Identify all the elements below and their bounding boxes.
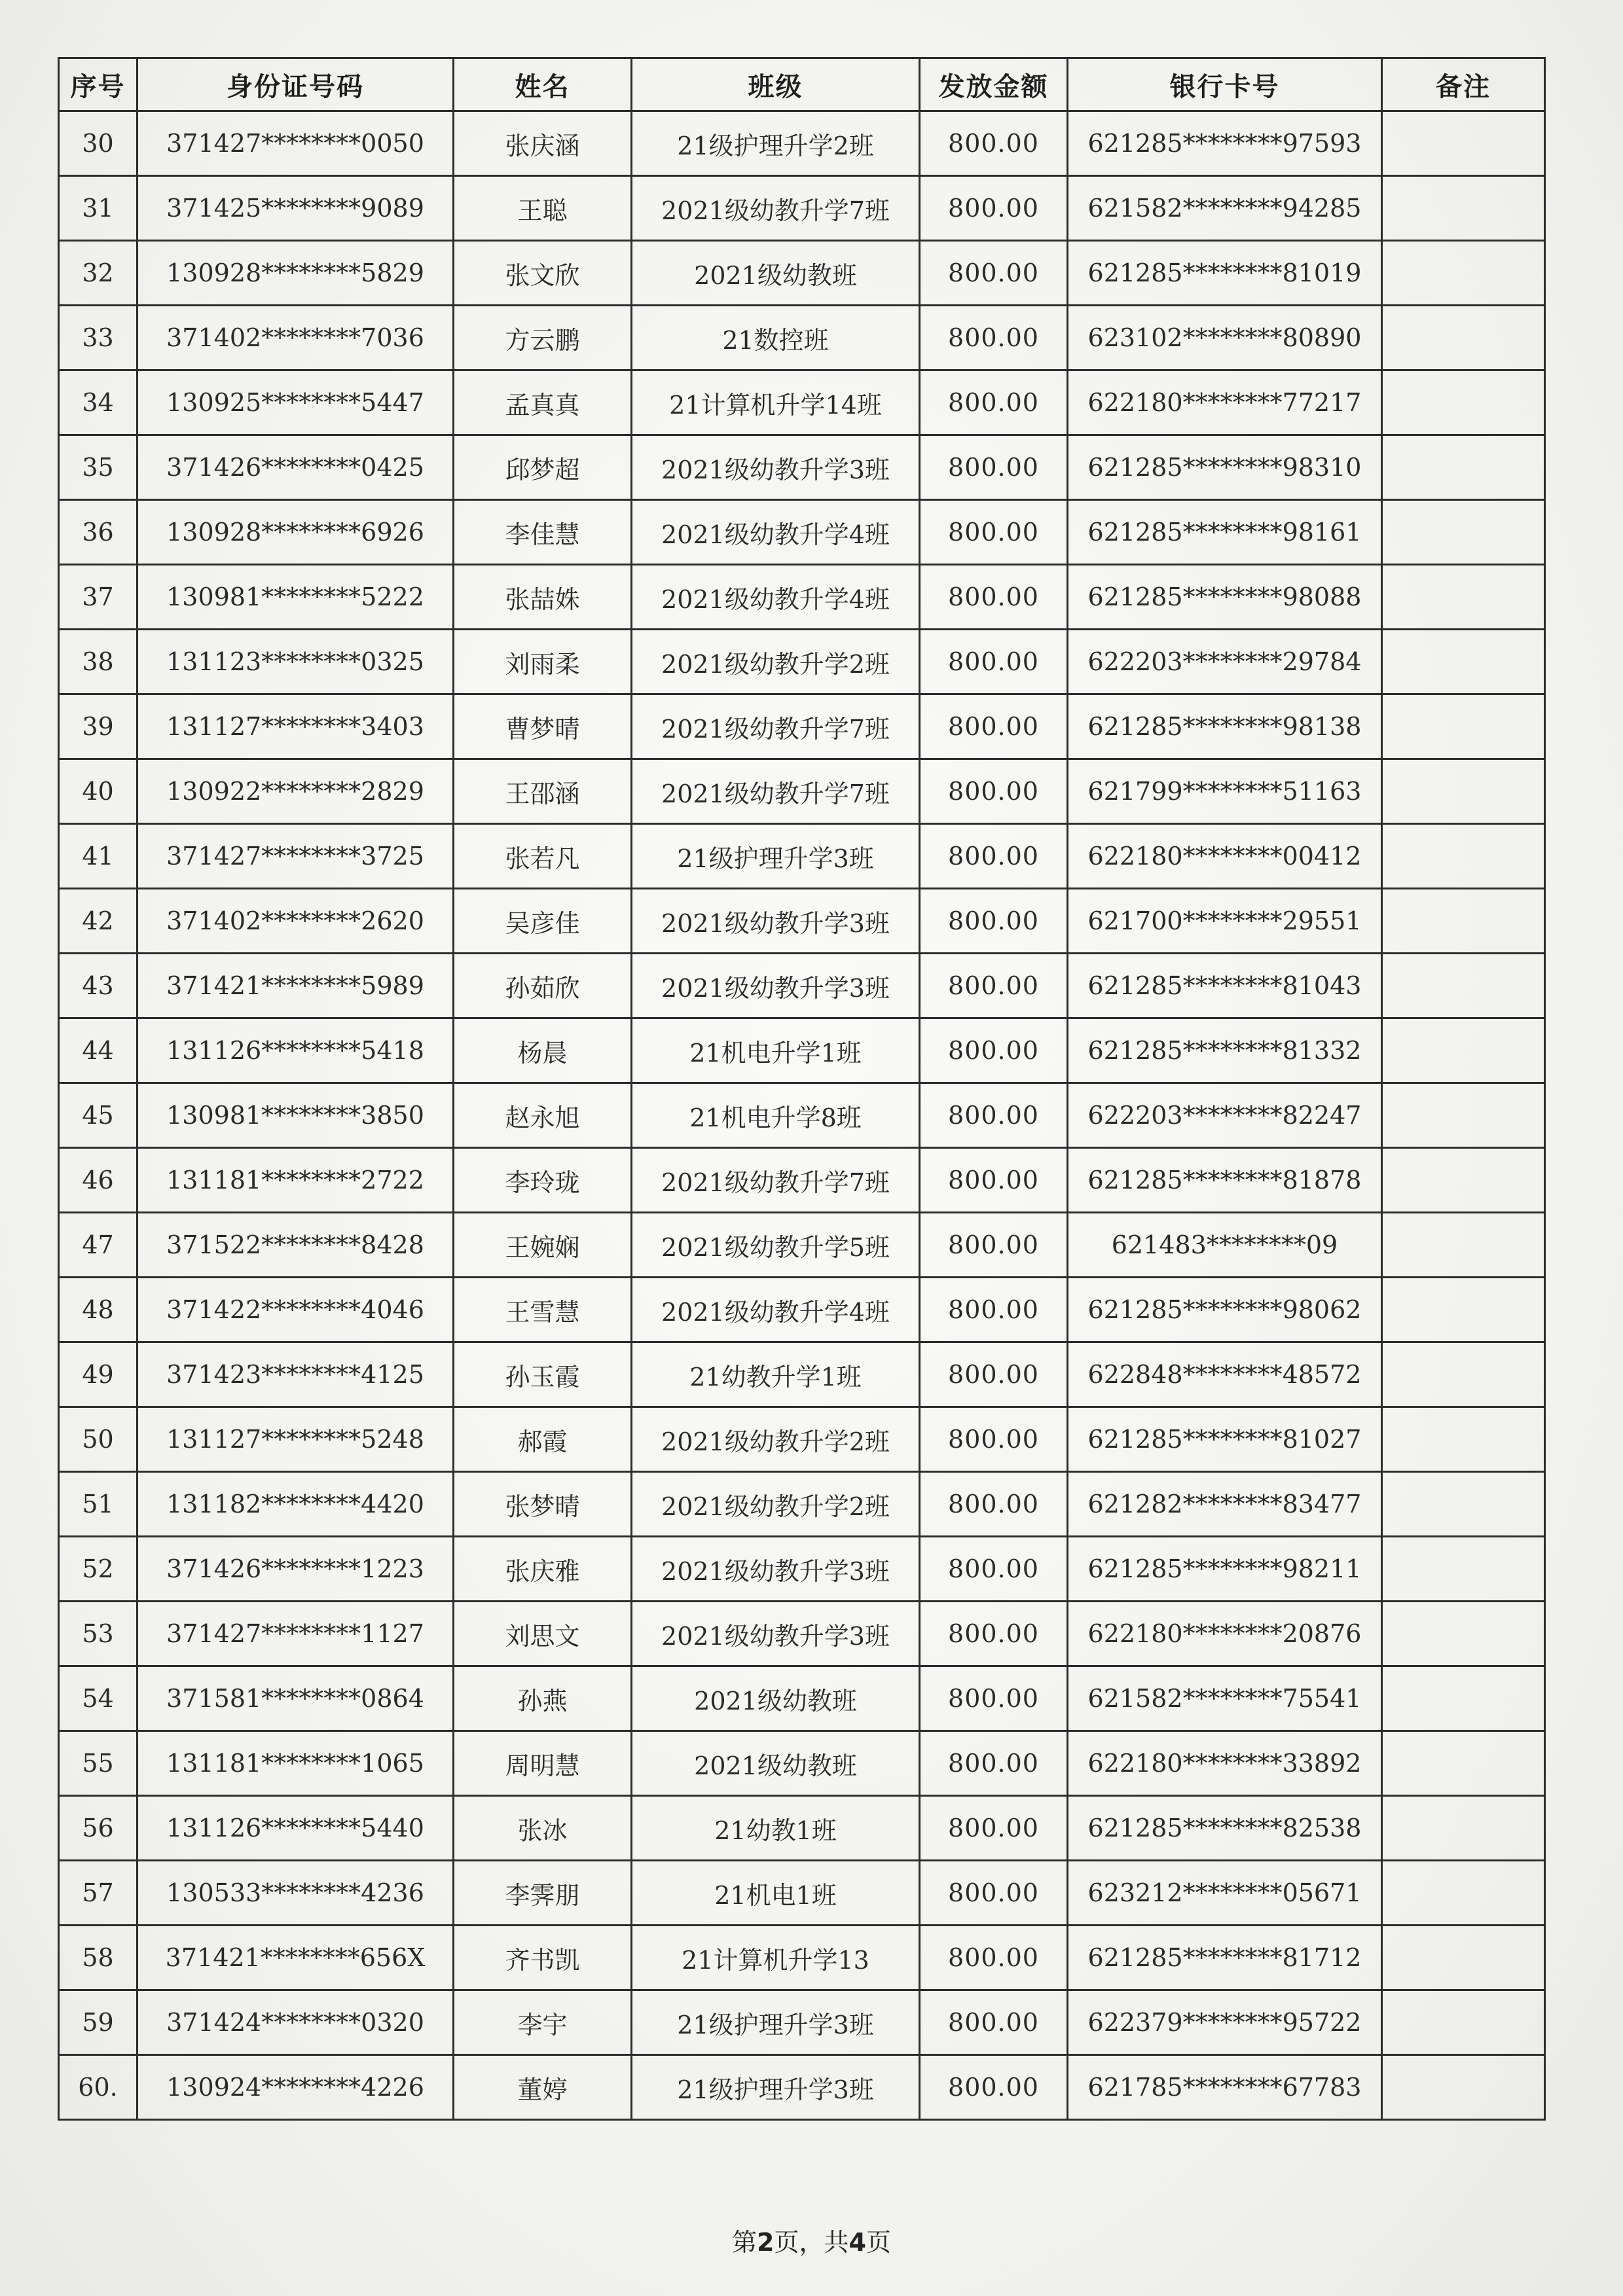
cell-name: 邱梦超 bbox=[454, 435, 632, 500]
cell-card: 622379********95722 bbox=[1068, 1990, 1382, 2055]
page-number-footer bbox=[0, 2222, 1623, 2258]
cell-class: 2021级幼教班 bbox=[632, 1731, 920, 1796]
table-row bbox=[59, 694, 1545, 759]
cell-remark bbox=[1382, 824, 1545, 889]
cell-remark bbox=[1382, 1148, 1545, 1213]
cell-id-number: 371426********1223 bbox=[137, 1537, 454, 1602]
cell-remark bbox=[1382, 1083, 1545, 1148]
cell-class: 2021级幼教升学5班 bbox=[632, 1213, 920, 1278]
cell-amount: 800.00 bbox=[920, 1731, 1068, 1796]
cell-class: 2021级幼教升学3班 bbox=[632, 1537, 920, 1602]
table-row bbox=[59, 824, 1545, 889]
cell-card: 621285********81878 bbox=[1068, 1148, 1382, 1213]
cell-remark bbox=[1382, 889, 1545, 954]
cell-amount: 800.00 bbox=[920, 759, 1068, 824]
header-card: 银行卡号 bbox=[1068, 58, 1382, 111]
cell-class: 2021级幼教升学2班 bbox=[632, 630, 920, 694]
cell-id-number: 371402********7036 bbox=[137, 306, 454, 370]
table-row bbox=[59, 1861, 1545, 1926]
cell-card: 622180********20876 bbox=[1068, 1602, 1382, 1666]
cell-class: 2021级幼教升学7班 bbox=[632, 176, 920, 241]
cell-amount: 800.00 bbox=[920, 241, 1068, 306]
cell-amount: 800.00 bbox=[920, 435, 1068, 500]
cell-name: 董婷 bbox=[454, 2055, 632, 2120]
page-middle: 页，共 bbox=[774, 2228, 849, 2257]
table-row bbox=[59, 1278, 1545, 1342]
cell-id-number: 371425********9089 bbox=[137, 176, 454, 241]
header-row bbox=[59, 58, 1545, 111]
cell-card: 623102********80890 bbox=[1068, 306, 1382, 370]
cell-amount: 800.00 bbox=[920, 824, 1068, 889]
cell-amount: 800.00 bbox=[920, 500, 1068, 565]
cell-id-number: 131127********5248 bbox=[137, 1407, 454, 1472]
cell-class: 2021级幼教升学7班 bbox=[632, 1148, 920, 1213]
cell-remark bbox=[1382, 306, 1545, 370]
cell-seq: 51 bbox=[59, 1472, 137, 1537]
cell-class: 2021级幼教升学3班 bbox=[632, 954, 920, 1018]
cell-remark bbox=[1382, 1926, 1545, 1990]
cell-name: 方云鹏 bbox=[454, 306, 632, 370]
cell-card: 621700********29551 bbox=[1068, 889, 1382, 954]
cell-seq: 41 bbox=[59, 824, 137, 889]
cell-class: 2021级幼教班 bbox=[632, 1666, 920, 1731]
cell-class: 2021级幼教升学3班 bbox=[632, 889, 920, 954]
cell-name: 王聪 bbox=[454, 176, 632, 241]
table-row bbox=[59, 435, 1545, 500]
cell-remark bbox=[1382, 1602, 1545, 1666]
cell-card: 621285********81019 bbox=[1068, 241, 1382, 306]
cell-remark bbox=[1382, 1278, 1545, 1342]
cell-class: 21幼教1班 bbox=[632, 1796, 920, 1861]
cell-seq: 58 bbox=[59, 1926, 137, 1990]
header-class: 班级 bbox=[632, 58, 920, 111]
cell-amount: 800.00 bbox=[920, 565, 1068, 630]
cell-amount: 800.00 bbox=[920, 1148, 1068, 1213]
table-row bbox=[59, 241, 1545, 306]
cell-amount: 800.00 bbox=[920, 1083, 1068, 1148]
cell-id-number: 131123********0325 bbox=[137, 630, 454, 694]
cell-name: 曹梦晴 bbox=[454, 694, 632, 759]
table-row bbox=[59, 1537, 1545, 1602]
cell-card: 622203********29784 bbox=[1068, 630, 1382, 694]
cell-remark bbox=[1382, 1472, 1545, 1537]
cell-name: 张喆姝 bbox=[454, 565, 632, 630]
cell-amount: 800.00 bbox=[920, 954, 1068, 1018]
cell-amount: 800.00 bbox=[920, 694, 1068, 759]
cell-id-number: 130922********2829 bbox=[137, 759, 454, 824]
cell-remark bbox=[1382, 1731, 1545, 1796]
cell-name: 张若凡 bbox=[454, 824, 632, 889]
cell-card: 621285********98062 bbox=[1068, 1278, 1382, 1342]
cell-id-number: 131181********1065 bbox=[137, 1731, 454, 1796]
cell-card: 621285********81027 bbox=[1068, 1407, 1382, 1472]
cell-card: 621285********98310 bbox=[1068, 435, 1382, 500]
cell-id-number: 131181********2722 bbox=[137, 1148, 454, 1213]
cell-card: 622848********48572 bbox=[1068, 1342, 1382, 1407]
cell-id-number: 130533********4236 bbox=[137, 1861, 454, 1926]
table-row bbox=[59, 1148, 1545, 1213]
cell-id-number: 371402********2620 bbox=[137, 889, 454, 954]
cell-card: 621483********09 bbox=[1068, 1213, 1382, 1278]
cell-seq: 40 bbox=[59, 759, 137, 824]
cell-class: 21级护理升学3班 bbox=[632, 824, 920, 889]
cell-card: 621285********81712 bbox=[1068, 1926, 1382, 1990]
cell-amount: 800.00 bbox=[920, 1278, 1068, 1342]
cell-amount: 800.00 bbox=[920, 1407, 1068, 1472]
cell-seq: 50 bbox=[59, 1407, 137, 1472]
cell-seq: 33 bbox=[59, 306, 137, 370]
cell-name: 李佳慧 bbox=[454, 500, 632, 565]
cell-card: 621285********98211 bbox=[1068, 1537, 1382, 1602]
cell-card: 621282********83477 bbox=[1068, 1472, 1382, 1537]
table-body bbox=[59, 111, 1545, 2120]
cell-class: 2021级幼教升学4班 bbox=[632, 500, 920, 565]
cell-class: 21级护理升学2班 bbox=[632, 111, 920, 176]
cell-id-number: 371422********4046 bbox=[137, 1278, 454, 1342]
table-row bbox=[59, 954, 1545, 1018]
header-name: 姓名 bbox=[454, 58, 632, 111]
cell-id-number: 371421********5989 bbox=[137, 954, 454, 1018]
cell-remark bbox=[1382, 500, 1545, 565]
cell-name: 张庆雅 bbox=[454, 1537, 632, 1602]
table-row bbox=[59, 1990, 1545, 2055]
cell-class: 2021级幼教升学3班 bbox=[632, 1602, 920, 1666]
cell-seq: 53 bbox=[59, 1602, 137, 1666]
table-row bbox=[59, 500, 1545, 565]
cell-id-number: 130928********5829 bbox=[137, 241, 454, 306]
cell-id-number: 371581********0864 bbox=[137, 1666, 454, 1731]
cell-remark bbox=[1382, 1990, 1545, 2055]
cell-id-number: 130928********6926 bbox=[137, 500, 454, 565]
cell-name: 杨晨 bbox=[454, 1018, 632, 1083]
header-seq: 序号 bbox=[59, 58, 137, 111]
cell-name: 孙茹欣 bbox=[454, 954, 632, 1018]
cell-class: 2021级幼教升学3班 bbox=[632, 435, 920, 500]
cell-id-number: 371427********3725 bbox=[137, 824, 454, 889]
cell-remark bbox=[1382, 954, 1545, 1018]
table-row bbox=[59, 1602, 1545, 1666]
cell-remark bbox=[1382, 694, 1545, 759]
cell-remark bbox=[1382, 1342, 1545, 1407]
header-id-number: 身份证号码 bbox=[137, 58, 454, 111]
table-row bbox=[59, 1018, 1545, 1083]
table-header bbox=[59, 58, 1545, 111]
cell-seq: 55 bbox=[59, 1731, 137, 1796]
cell-id-number: 130924********4226 bbox=[137, 2055, 454, 2120]
cell-amount: 800.00 bbox=[920, 1342, 1068, 1407]
cell-remark bbox=[1382, 1407, 1545, 1472]
cell-amount: 800.00 bbox=[920, 306, 1068, 370]
cell-amount: 800.00 bbox=[920, 1213, 1068, 1278]
cell-seq: 47 bbox=[59, 1213, 137, 1278]
cell-name: 郝霞 bbox=[454, 1407, 632, 1472]
cell-seq: 38 bbox=[59, 630, 137, 694]
table-row bbox=[59, 1666, 1545, 1731]
cell-remark bbox=[1382, 1666, 1545, 1731]
cell-card: 621285********81043 bbox=[1068, 954, 1382, 1018]
table-row bbox=[59, 111, 1545, 176]
cell-class: 21级护理升学3班 bbox=[632, 1990, 920, 2055]
table-row bbox=[59, 1083, 1545, 1148]
cell-id-number: 130981********5222 bbox=[137, 565, 454, 630]
cell-remark bbox=[1382, 565, 1545, 630]
cell-class: 2021级幼教班 bbox=[632, 241, 920, 306]
cell-card: 621799********51163 bbox=[1068, 759, 1382, 824]
cell-class: 21级护理升学3班 bbox=[632, 2055, 920, 2120]
table-row bbox=[59, 630, 1545, 694]
cell-card: 621582********94285 bbox=[1068, 176, 1382, 241]
cell-remark bbox=[1382, 111, 1545, 176]
cell-seq: 52 bbox=[59, 1537, 137, 1602]
cell-id-number: 371424********0320 bbox=[137, 1990, 454, 2055]
table-row bbox=[59, 306, 1545, 370]
cell-seq: 43 bbox=[59, 954, 137, 1018]
cell-card: 621582********75541 bbox=[1068, 1666, 1382, 1731]
cell-class: 21机电升学8班 bbox=[632, 1083, 920, 1148]
cell-amount: 800.00 bbox=[920, 630, 1068, 694]
cell-remark bbox=[1382, 1213, 1545, 1278]
cell-seq: 59 bbox=[59, 1990, 137, 2055]
cell-class: 21机电1班 bbox=[632, 1861, 920, 1926]
cell-class: 2021级幼教升学4班 bbox=[632, 1278, 920, 1342]
cell-amount: 800.00 bbox=[920, 1472, 1068, 1537]
cell-amount: 800.00 bbox=[920, 1926, 1068, 1990]
cell-amount: 800.00 bbox=[920, 111, 1068, 176]
cell-card: 621285********98088 bbox=[1068, 565, 1382, 630]
cell-seq: 42 bbox=[59, 889, 137, 954]
cell-amount: 800.00 bbox=[920, 1990, 1068, 2055]
cell-seq: 39 bbox=[59, 694, 137, 759]
cell-amount: 800.00 bbox=[920, 2055, 1068, 2120]
cell-id-number: 371426********0425 bbox=[137, 435, 454, 500]
table-row bbox=[59, 889, 1545, 954]
cell-remark bbox=[1382, 1796, 1545, 1861]
cell-seq: 44 bbox=[59, 1018, 137, 1083]
cell-id-number: 371421********656X bbox=[137, 1926, 454, 1990]
table-row bbox=[59, 1796, 1545, 1861]
cell-name: 刘思文 bbox=[454, 1602, 632, 1666]
cell-remark bbox=[1382, 2055, 1545, 2120]
cell-seq: 60. bbox=[59, 2055, 137, 2120]
cell-card: 622180********33892 bbox=[1068, 1731, 1382, 1796]
cell-remark bbox=[1382, 1018, 1545, 1083]
cell-seq: 56 bbox=[59, 1796, 137, 1861]
cell-id-number: 371427********1127 bbox=[137, 1602, 454, 1666]
cell-card: 622203********82247 bbox=[1068, 1083, 1382, 1148]
cell-name: 张庆涵 bbox=[454, 111, 632, 176]
cell-name: 孙玉霞 bbox=[454, 1342, 632, 1407]
table-row bbox=[59, 759, 1545, 824]
cell-remark bbox=[1382, 176, 1545, 241]
cell-seq: 57 bbox=[59, 1861, 137, 1926]
cell-seq: 46 bbox=[59, 1148, 137, 1213]
cell-seq: 31 bbox=[59, 176, 137, 241]
table-row bbox=[59, 1213, 1545, 1278]
cell-name: 王婉娴 bbox=[454, 1213, 632, 1278]
cell-remark bbox=[1382, 241, 1545, 306]
cell-class: 21计算机升学14班 bbox=[632, 370, 920, 435]
cell-name: 李霁朋 bbox=[454, 1861, 632, 1926]
cell-class: 2021级幼教升学2班 bbox=[632, 1407, 920, 1472]
table-row bbox=[59, 1472, 1545, 1537]
cell-seq: 49 bbox=[59, 1342, 137, 1407]
cell-card: 622180********00412 bbox=[1068, 824, 1382, 889]
cell-name: 孟真真 bbox=[454, 370, 632, 435]
cell-name: 李玲珑 bbox=[454, 1148, 632, 1213]
header-remark: 备注 bbox=[1382, 58, 1545, 111]
cell-class: 2021级幼教升学7班 bbox=[632, 694, 920, 759]
cell-name: 张梦晴 bbox=[454, 1472, 632, 1537]
cell-amount: 800.00 bbox=[920, 1666, 1068, 1731]
cell-amount: 800.00 bbox=[920, 1796, 1068, 1861]
cell-name: 刘雨柔 bbox=[454, 630, 632, 694]
cell-seq: 48 bbox=[59, 1278, 137, 1342]
table-row bbox=[59, 1731, 1545, 1796]
cell-id-number: 371423********4125 bbox=[137, 1342, 454, 1407]
cell-remark bbox=[1382, 759, 1545, 824]
cell-amount: 800.00 bbox=[920, 370, 1068, 435]
page-total: 4 bbox=[848, 2228, 866, 2257]
cell-card: 622180********77217 bbox=[1068, 370, 1382, 435]
cell-id-number: 130925********5447 bbox=[137, 370, 454, 435]
cell-remark bbox=[1382, 370, 1545, 435]
cell-card: 623212********05671 bbox=[1068, 1861, 1382, 1926]
cell-amount: 800.00 bbox=[920, 1537, 1068, 1602]
cell-name: 周明慧 bbox=[454, 1731, 632, 1796]
table-row bbox=[59, 2055, 1545, 2120]
cell-seq: 36 bbox=[59, 500, 137, 565]
cell-seq: 30 bbox=[59, 111, 137, 176]
table-row bbox=[59, 1926, 1545, 1990]
cell-remark bbox=[1382, 630, 1545, 694]
cell-id-number: 130981********3850 bbox=[137, 1083, 454, 1148]
cell-class: 21计算机升学13 bbox=[632, 1926, 920, 1990]
cell-class: 2021级幼教升学4班 bbox=[632, 565, 920, 630]
cell-seq: 35 bbox=[59, 435, 137, 500]
header-amount: 发放金额 bbox=[920, 58, 1068, 111]
cell-seq: 32 bbox=[59, 241, 137, 306]
cell-remark bbox=[1382, 1861, 1545, 1926]
cell-remark bbox=[1382, 1537, 1545, 1602]
cell-name: 王雪慧 bbox=[454, 1278, 632, 1342]
cell-amount: 800.00 bbox=[920, 1018, 1068, 1083]
cell-name: 张冰 bbox=[454, 1796, 632, 1861]
cell-name: 李宇 bbox=[454, 1990, 632, 2055]
cell-id-number: 131182********4420 bbox=[137, 1472, 454, 1537]
cell-name: 赵永旭 bbox=[454, 1083, 632, 1148]
cell-class: 21数控班 bbox=[632, 306, 920, 370]
cell-name: 齐书凯 bbox=[454, 1926, 632, 1990]
cell-amount: 800.00 bbox=[920, 889, 1068, 954]
cell-class: 2021级幼教升学2班 bbox=[632, 1472, 920, 1537]
table-row bbox=[59, 176, 1545, 241]
subsidy-roster-table bbox=[58, 57, 1546, 2121]
cell-card: 621285********81332 bbox=[1068, 1018, 1382, 1083]
cell-amount: 800.00 bbox=[920, 1861, 1068, 1926]
cell-amount: 800.00 bbox=[920, 1602, 1068, 1666]
cell-seq: 34 bbox=[59, 370, 137, 435]
cell-seq: 45 bbox=[59, 1083, 137, 1148]
cell-id-number: 131126********5440 bbox=[137, 1796, 454, 1861]
cell-class: 21机电升学1班 bbox=[632, 1018, 920, 1083]
cell-card: 621785********67783 bbox=[1068, 2055, 1382, 2120]
table-row bbox=[59, 1407, 1545, 1472]
cell-name: 王邵涵 bbox=[454, 759, 632, 824]
cell-card: 621285********98138 bbox=[1068, 694, 1382, 759]
cell-class: 21幼教升学1班 bbox=[632, 1342, 920, 1407]
table-row bbox=[59, 370, 1545, 435]
cell-amount: 800.00 bbox=[920, 176, 1068, 241]
cell-name: 吴彦佳 bbox=[454, 889, 632, 954]
cell-id-number: 371427********0050 bbox=[137, 111, 454, 176]
cell-remark bbox=[1382, 435, 1545, 500]
cell-card: 621285********82538 bbox=[1068, 1796, 1382, 1861]
cell-name: 孙燕 bbox=[454, 1666, 632, 1731]
cell-class: 2021级幼教升学7班 bbox=[632, 759, 920, 824]
cell-card: 621285********98161 bbox=[1068, 500, 1382, 565]
cell-seq: 37 bbox=[59, 565, 137, 630]
cell-id-number: 371522********8428 bbox=[137, 1213, 454, 1278]
cell-name: 张文欣 bbox=[454, 241, 632, 306]
cell-id-number: 131126********5418 bbox=[137, 1018, 454, 1083]
page-suffix: 页 bbox=[866, 2228, 891, 2257]
cell-card: 621285********97593 bbox=[1068, 111, 1382, 176]
table-row bbox=[59, 565, 1545, 630]
page-current: 2 bbox=[757, 2228, 775, 2257]
page-prefix: 第 bbox=[732, 2228, 757, 2257]
cell-id-number: 131127********3403 bbox=[137, 694, 454, 759]
table-row bbox=[59, 1342, 1545, 1407]
cell-seq: 54 bbox=[59, 1666, 137, 1731]
